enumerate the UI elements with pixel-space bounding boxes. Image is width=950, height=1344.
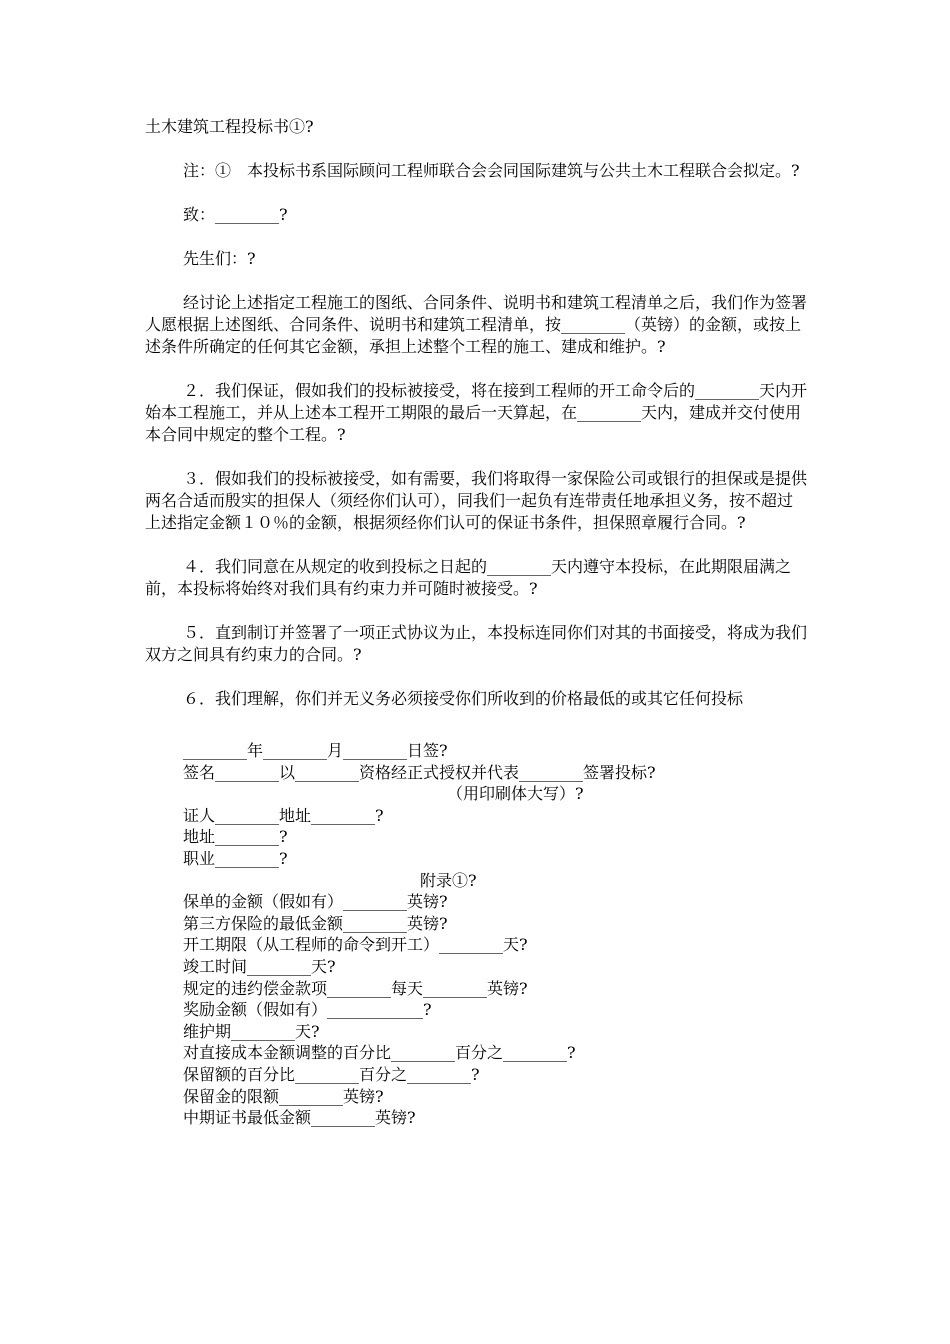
occupation-line: 职业________? (183, 848, 288, 868)
salutation: 先生们：? (183, 249, 256, 268)
clause-1: 经讨论上述指定工程施工的图纸、合同条件、说明书和建筑工程清单之后，我们作为签署人愿根据上述图纸、合同条件、说明书和建筑工程清单，按________（英镑）的金额，或按上述条件所确定的任何其它金额，承担上述整个工程的施工、建成和维护。? (145, 293, 808, 356)
clause-4: ４．我们同意在从规定的收到投标之日起的________天内遵守本投标，在此期限届满之前，本投标将始终对我们具有约束力并可随时被接受。? (145, 557, 792, 598)
date-line: ________年________月________日签? (183, 741, 448, 760)
appendix-line: 竣工时间________天? (183, 956, 336, 976)
clause-5: ５．直到制订并签署了一项正式协议为止，本投标连同你们对其的书面接受，将成为我们双方之间具有约束力的合同。? (145, 623, 808, 664)
appendix-line: 第三方保险的最低金额________英镑? (183, 913, 448, 933)
print-caps-note: （用印刷体大写）? (447, 784, 584, 804)
appendix-line: 开工期限（从工程师的命令到开工）________天? (183, 935, 528, 955)
clause-3: ３．假如我们的投标被接受，如有需要，我们将取得一家保险公司或银行的担保或是提供两名合适而殷实的担保人（须经你们认可），同我们一起负有连带责任地承担义务，按不超过上述指定金额１０％的金额，根据须经你们认可的保证书条件，担保照章履行合同。? (145, 469, 808, 532)
signature-line: 签名________以________资格经正式授权并代表________签署投标? (183, 762, 656, 782)
signature-block (145, 740, 807, 1129)
appendix-line: 中期证书最低金额________英镑? (183, 1108, 416, 1128)
document-body (145, 116, 807, 1129)
note-paragraph: 注：① 本投标书系国际顾问工程师联合会会同国际建筑与公共土木工程联合会拟定。? (183, 161, 800, 180)
appendix-line: 保单的金额（假如有）________英镑? (183, 892, 448, 912)
address-line: 地址________? (183, 827, 288, 847)
appendix-title: 附录①? (420, 870, 477, 890)
witness-line: 证人________地址________? (183, 805, 384, 825)
clause-2: ２．我们保证，假如我们的投标被接受，将在接到工程师的开工命令后的________天内开始本工程施工，并从上述本工程开工期限的最后一天算起，在________天内，建成并交付使用本合同中规定的整个工程。? (145, 381, 808, 444)
appendix-line: 维护期________天? (183, 1021, 320, 1041)
addressee-line: 致：________? (183, 205, 288, 224)
appendix-line: 对直接成本金额调整的百分比________百分之________? (183, 1043, 576, 1063)
clause-6: ６．我们理解，你们并无义务必须接受你们所收到的价格最低的或其它任何投标 (183, 689, 744, 708)
appendix-line: 规定的违约偿金款项________每天________英镑? (183, 978, 528, 998)
appendix-line: 保留金的限额________英镑? (183, 1086, 384, 1106)
document-title: 土木建筑工程投标书①? (145, 117, 314, 136)
appendix-line: 保留额的百分比________百分之________? (183, 1064, 480, 1084)
appendix-line: 奖励金额（假如有）____________? (183, 1000, 432, 1020)
